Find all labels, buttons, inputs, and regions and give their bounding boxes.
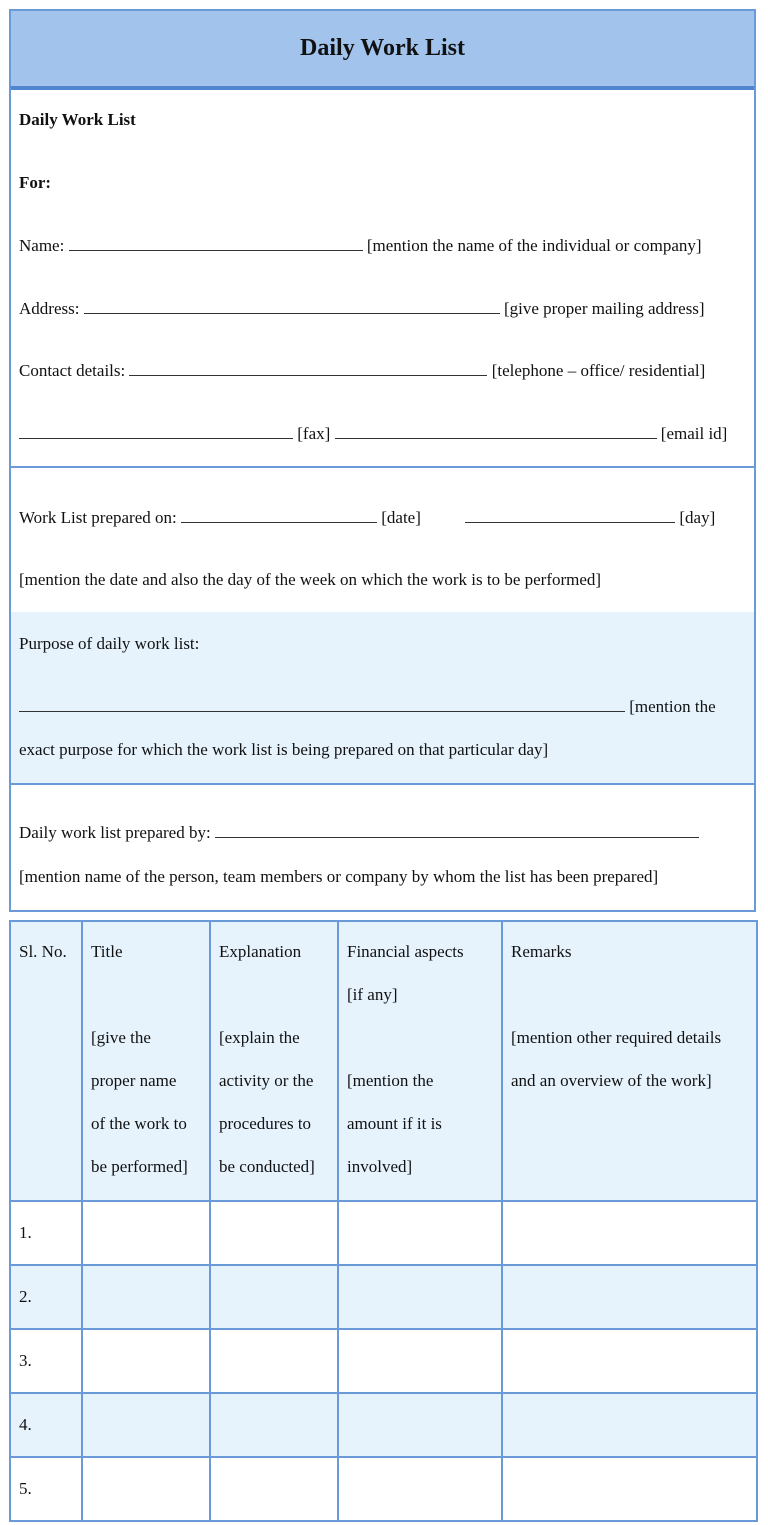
column-header-line: [mention other required details <box>511 1028 722 1047</box>
fax-hint: [fax] <box>297 424 331 443</box>
table-cell[interactable] <box>502 1393 757 1457</box>
column-header-line: Title <box>91 942 123 961</box>
column-header-line: be performed] <box>91 1157 188 1176</box>
row-number: 5. <box>10 1457 82 1521</box>
address-line <box>19 299 705 319</box>
table-cell[interactable] <box>82 1201 210 1265</box>
column-header-line: Sl. No. <box>19 942 67 961</box>
column-header-line: Financial aspects <box>347 942 464 961</box>
purpose-hint-cont: exact purpose for which the work list is being prepared on that particular day] <box>19 740 549 759</box>
table-cell[interactable] <box>502 1329 757 1393</box>
row-number: 3. <box>10 1329 82 1393</box>
column-header-line: of the work to <box>91 1114 187 1133</box>
date-note: [mention the date and also the day of the week on which the work is to be performed] <box>19 570 602 589</box>
column-header <box>338 921 502 1201</box>
prepared-by-line <box>19 823 699 843</box>
column-header-line: be conducted] <box>219 1157 315 1176</box>
contact-hint: [telephone – office/ residential] <box>491 361 706 380</box>
row-number: 2. <box>10 1265 82 1329</box>
column-header-line: activity or the <box>219 1071 314 1090</box>
column-header-line: [give the <box>91 1028 151 1047</box>
prepared-by-note: [mention name of the person, team members or company by whom the list has been prepared] <box>19 867 659 886</box>
column-header-line: [if any] <box>347 985 398 1004</box>
column-header-line: [explain the <box>219 1028 300 1047</box>
email-field[interactable] <box>335 424 657 439</box>
date-section <box>9 466 756 614</box>
column-header-line <box>219 985 329 1005</box>
table-cell[interactable] <box>338 1201 502 1265</box>
date-field[interactable] <box>181 508 377 523</box>
column-header-line: Explanation <box>219 942 302 961</box>
prepared-by-section <box>9 783 756 912</box>
purpose-line <box>19 697 716 717</box>
table-cell[interactable] <box>502 1457 757 1521</box>
address-hint: [give proper mailing address] <box>503 299 705 318</box>
contact-section <box>9 88 756 468</box>
column-header <box>502 921 757 1201</box>
section-heading: Daily Work List <box>19 110 136 129</box>
fax-field[interactable] <box>19 424 293 439</box>
table-header-row <box>10 921 757 1201</box>
row-number: 1. <box>10 1201 82 1265</box>
column-header <box>82 921 210 1201</box>
table-row <box>10 1457 757 1521</box>
name-field[interactable] <box>69 236 363 251</box>
contact-field[interactable] <box>129 361 487 376</box>
address-label: Address: <box>19 299 80 318</box>
table-cell[interactable] <box>210 1201 338 1265</box>
date-hint: [date] <box>381 508 421 527</box>
fax-email-line <box>19 424 727 444</box>
table-row <box>10 1329 757 1393</box>
table-cell[interactable] <box>82 1265 210 1329</box>
name-hint: [mention the name of the individual or company] <box>366 236 702 255</box>
page-title: Daily Work List <box>300 35 465 61</box>
title-banner <box>9 9 756 90</box>
address-field[interactable] <box>84 299 500 314</box>
email-hint: [email id] <box>660 424 728 443</box>
table-cell[interactable] <box>210 1329 338 1393</box>
purpose-section <box>9 612 756 785</box>
table-cell[interactable] <box>210 1265 338 1329</box>
table-cell[interactable] <box>338 1329 502 1393</box>
table-cell[interactable] <box>502 1265 757 1329</box>
table-row <box>10 1201 757 1265</box>
column-header-line <box>91 985 201 1005</box>
column-header-line <box>347 1028 493 1048</box>
purpose-field[interactable] <box>19 697 625 712</box>
contact-line <box>19 361 705 381</box>
day-hint: [day] <box>679 508 716 527</box>
column-header-line: amount if it is <box>347 1114 442 1133</box>
prepared-by-label: Daily work list prepared by: <box>19 823 211 842</box>
name-line <box>19 236 702 256</box>
column-header-line: [mention the <box>347 1071 434 1090</box>
table-cell[interactable] <box>82 1393 210 1457</box>
name-label: Name: <box>19 236 65 255</box>
table-cell[interactable] <box>338 1265 502 1329</box>
prepared-on-line <box>19 508 715 528</box>
column-header-line: Remarks <box>511 942 572 961</box>
table-cell[interactable] <box>338 1393 502 1457</box>
table-cell[interactable] <box>502 1201 757 1265</box>
for-label: For: <box>19 173 52 192</box>
table-cell[interactable] <box>338 1457 502 1521</box>
table-row <box>10 1393 757 1457</box>
column-header-line: procedures to <box>219 1114 312 1133</box>
prepared-by-field[interactable] <box>215 823 699 838</box>
purpose-label: Purpose of daily work list: <box>19 634 200 653</box>
table-cell[interactable] <box>82 1457 210 1521</box>
column-header-line: proper name <box>91 1071 177 1090</box>
column-header-line: involved] <box>347 1157 413 1176</box>
column-header <box>10 921 82 1201</box>
column-header-line: and an overview of the work] <box>511 1071 712 1090</box>
row-number: 4. <box>10 1393 82 1457</box>
table-cell[interactable] <box>210 1393 338 1457</box>
table-cell[interactable] <box>210 1457 338 1521</box>
purpose-hint: [mention the <box>629 697 716 716</box>
day-field[interactable] <box>465 508 675 523</box>
table-cell[interactable] <box>82 1329 210 1393</box>
contact-label: Contact details: <box>19 361 126 380</box>
column-header-line <box>511 985 748 1005</box>
table-row <box>10 1265 757 1329</box>
work-table <box>9 920 758 1522</box>
prepared-on-label: Work List prepared on: <box>19 508 177 527</box>
column-header <box>210 921 338 1201</box>
